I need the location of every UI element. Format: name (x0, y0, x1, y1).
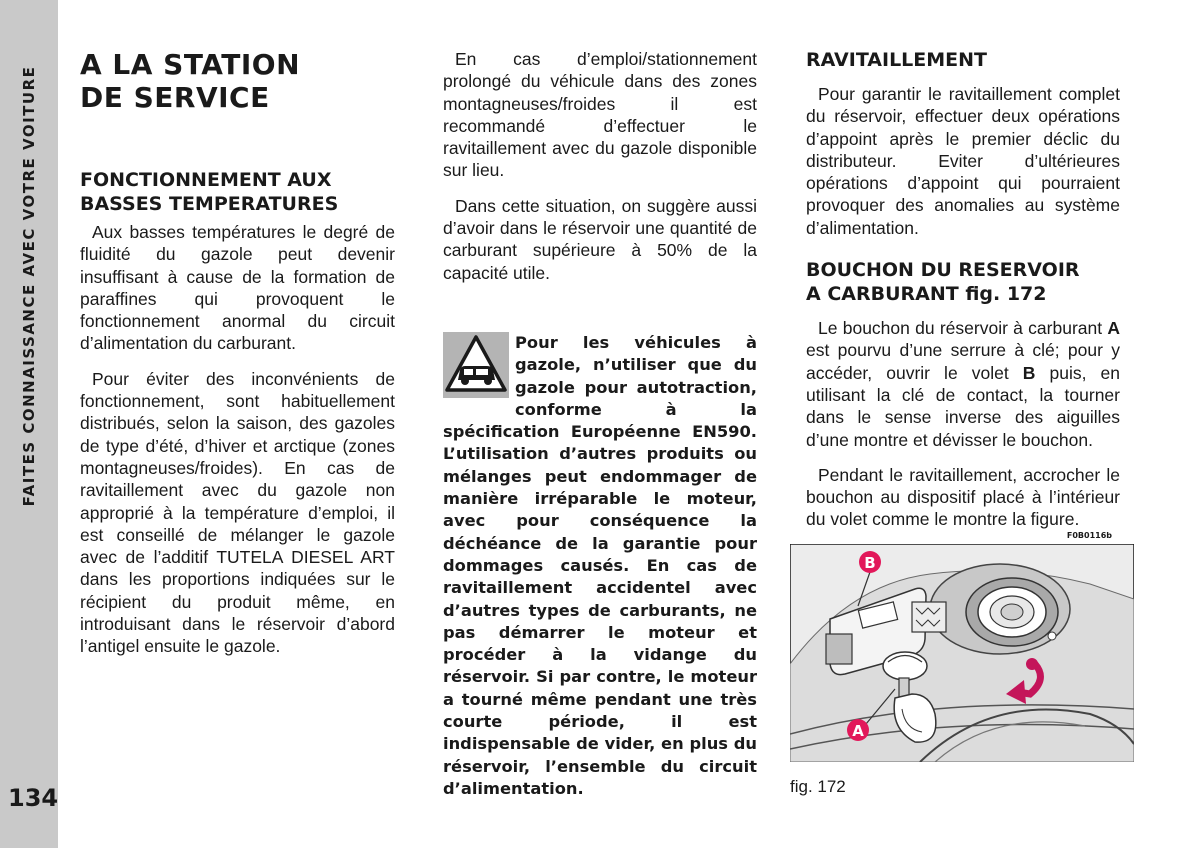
figure-label-b: B (864, 553, 876, 572)
column-1 (80, 48, 395, 671)
warning-box (443, 332, 757, 800)
fuel-cap-figure (790, 544, 1134, 762)
car-warning-icon (443, 332, 509, 398)
paragraph-refuelling: Pour garantir le ravitaillement complet du réservoir, effectuer deux opérations d’appoint après le premier déclic du distributeur. Eviter d’ultérieures opérations d’appoint qui pourraient provoquer des anomalies au système d’alimentation. (806, 84, 1120, 238)
heading-refuelling: RAVITAILLEMENT (806, 49, 988, 71)
heading-fuel-cap: BOUCHON DU RESERVOIR A CARBURANT fig. 172 (806, 259, 1080, 306)
figure-label-a: A (852, 721, 864, 740)
column-2 (443, 48, 757, 800)
column-3 (790, 48, 1120, 797)
paragraph-hook-cap: Pendant le ravitaillement, accrocher le bouchon au dispositif placé à l’intérieur du volet comme le montre la figure. (806, 464, 1120, 530)
fuel-cap-text-2: est pourvu d’une serrure à clé; pour y accéder, ouvrir le volet (806, 340, 1120, 383)
heading-low-temperatures: FONCTIONNEMENT AUX BASSES TEMPERATURES (80, 169, 339, 215)
paragraph-mountain-1: En cas d’emploi/stationnement prolongé du véhicule dans des zones montagneuses/froides il est recommandé d’effectuer le ravitaillement avec du gazole disponible sur lieu. (443, 49, 757, 181)
sidebar (0, 0, 58, 848)
paragraph-low-temp-2: Pour éviter des inconvénients de fonctionnement, sont habituellement distribués, selon la saison, des gazoles de type d’été, d’hiver et arctique (zones montagneuses/froides). En cas de ravitaillement avec du gazole non approprié à la température d’emploi, il est conseillé de mélanger le gazole avec de l’additif TUTELA DIESEL ART dans les proportions indiquées sur le récipient du produit même, en introduisant dans le réservoir d’abord l’antigel ensuite le gazole. (80, 368, 395, 657)
figure-code: F0B0116b (1066, 530, 1112, 540)
fuel-cap-ref-a: A (1107, 318, 1120, 339)
warning-text: Pour les véhicules à gazole, n’utiliser que du gazole pour autotraction, conforme à la spécification Européenne EN590. L’utilisation d’autres produits ou mélanges peut endommager de manière irréparable le moteur, avec pour conséquence la déchéance de la garantie pour dommages causés. En cas de ravitaillement accidentel avec d’autres types de carburants, ne pas démarrer le moteur et procéder à la vidange du réservoir. Si par contre, le moteur a tourné même pendant une très courte période, il est indispensable de vider, en plus du réservoir, l’ensemble du circuit d’alimentation. (443, 332, 757, 798)
paragraph-fuel-cap (806, 317, 1120, 451)
figure-caption: fig. 172 (790, 776, 846, 796)
page-number: 134 (8, 784, 59, 812)
page-title: A LA STATION DE SERVICE (80, 48, 301, 114)
fuel-cap-ref-b: B (1022, 362, 1036, 383)
paragraph-mountain-2: Dans cette situation, on suggère aussi d’avoir dans le réservoir une quantité de carburant supérieure à 50% de la capacité utile. (443, 195, 757, 283)
section-title: FAITES CONNAISSANCE AVEC VOTRE VOITURE (20, 65, 38, 507)
fuel-cap-text-3: puis, en utilisant la clé de contact, la tourner dans le sense inverse des aiguilles d’une montre et dévisser le bouchon. (806, 362, 1120, 450)
paragraph-low-temp-1: Aux basses températures le degré de fluidité du gazole peut devenir insuffisant à cause de la formation de paraffines qui provoquent le fonctionnement anormal du circuit d’alimentation du carburant. (80, 222, 395, 354)
fuel-cap-text-1: Le bouchon du réservoir à carburant (818, 318, 1108, 339)
